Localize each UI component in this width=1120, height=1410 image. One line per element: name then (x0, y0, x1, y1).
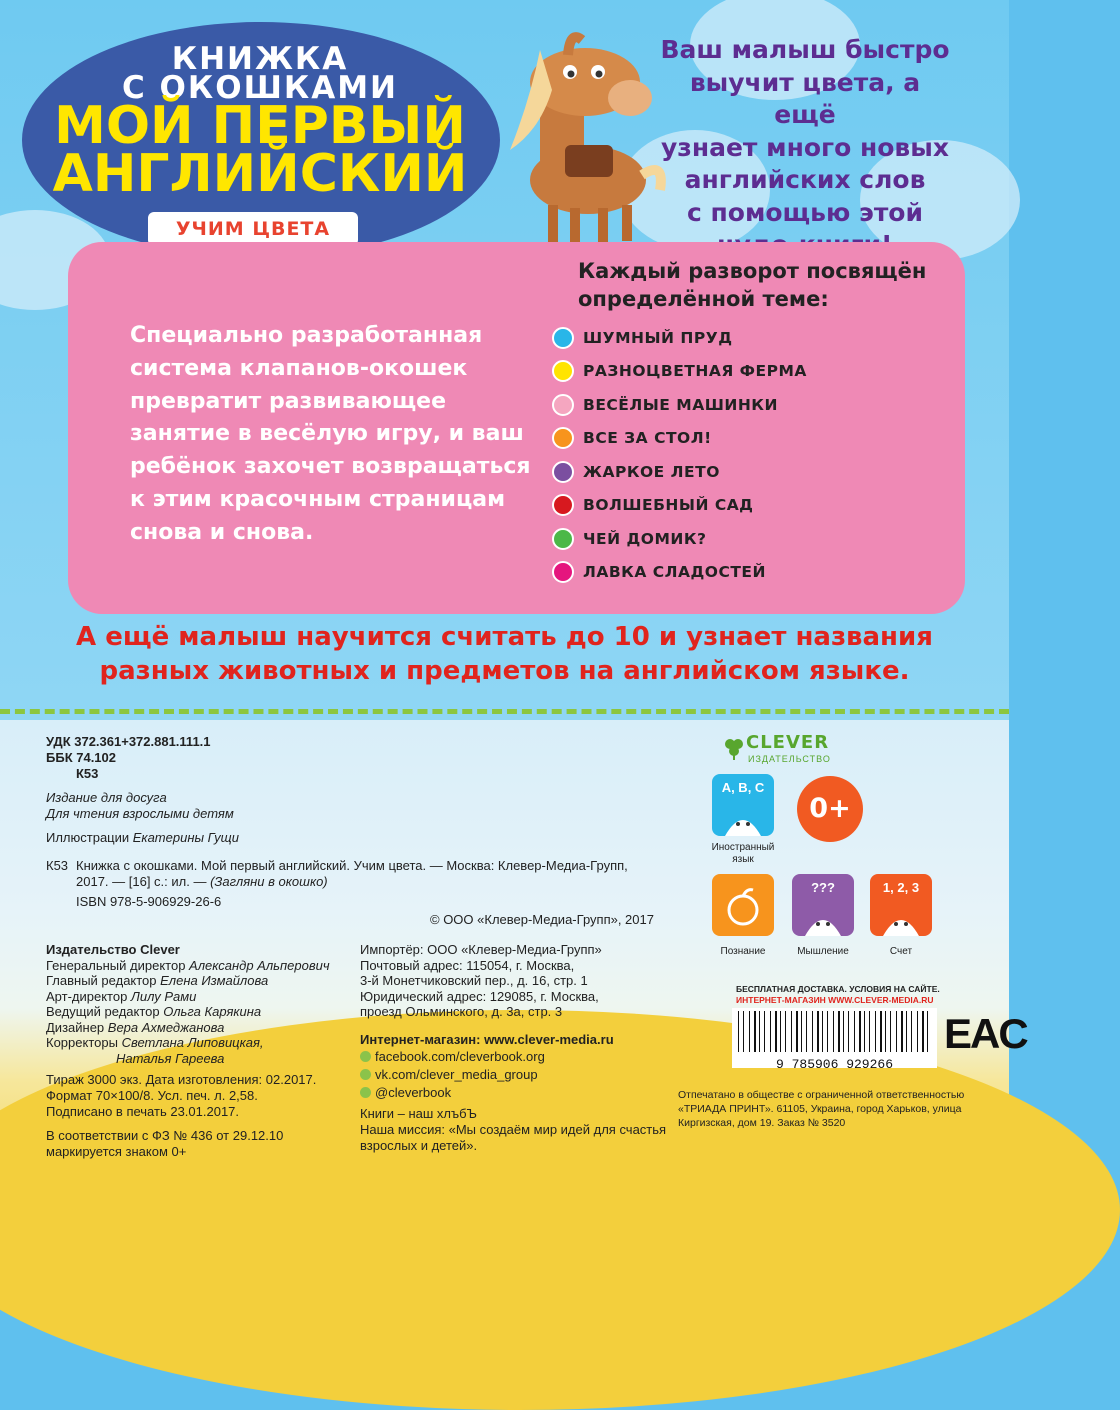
social-label: vk.com/clever_media_group (375, 1067, 538, 1082)
ref-series: (Загляни в окошко) (210, 874, 328, 889)
topics-heading-line: определённой теме: (578, 287, 829, 311)
topic-item (552, 493, 754, 517)
topic-label: ВЕСЁЛЫЕ МАШИНКИ (583, 396, 778, 414)
mission-line: взрослых и детей». (360, 1138, 478, 1153)
child-face-icon (803, 900, 843, 936)
mission (360, 1106, 666, 1154)
barcode-bar (754, 1011, 756, 1052)
intro-line: Ваш малыш быстро (660, 35, 950, 64)
importer-line: 3-й Монетчиковский пер., д. 16, стр. 1 (360, 973, 588, 988)
publisher-logo: CLEVER (746, 732, 830, 753)
publisher-name: Издательство Clever (46, 942, 180, 957)
topic-item (552, 527, 707, 551)
staff-role: Дизайнер (46, 1019, 108, 1035)
description-line: превратит развивающее (130, 388, 446, 414)
topic-label: ЖАРКОЕ ЛЕТО (583, 463, 720, 481)
intro-line: английских слов (684, 165, 926, 194)
social-links (360, 1048, 545, 1102)
age-rating: 0+ (797, 776, 863, 842)
ref-text: Книжка с окошками. Мой первый английский. Учим цвета. — Москва: Клевер-Медиа-Групп, (76, 858, 628, 873)
barcode-bar (759, 1011, 760, 1052)
print-info (46, 1072, 316, 1120)
topic-dot-icon (552, 394, 574, 416)
description-line: ребёнок захочет возвращаться (130, 454, 531, 480)
staff-name: Александр Альперович (189, 957, 330, 973)
skill-caption: Мышление (797, 946, 849, 957)
staff-role: Арт-директор (46, 988, 131, 1004)
barcode-bar (901, 1011, 903, 1052)
subtitle-badge: УЧИМ ЦВЕТА (148, 212, 358, 246)
barcode-bar (927, 1011, 928, 1052)
skill-counting-icon (870, 874, 932, 936)
skill-caption: Счет (889, 946, 913, 957)
social-label: facebook.com/cleverbook.org (375, 1049, 545, 1064)
barcode-bar (869, 1011, 870, 1052)
importer-line: Почтовый адрес: 115054, г. Москва, (360, 957, 575, 973)
staff-role: Главный редактор (46, 973, 161, 988)
description-line: занятие в весёлую игру, и ваш (130, 421, 524, 447)
importer-line: Импортёр: ООО «Клевер-Медиа-Групп» (360, 942, 602, 957)
staff-name: Наталья Гареева (116, 1050, 225, 1066)
topics-heading (578, 257, 948, 313)
edition-line: Для чтения взрослыми детям (46, 806, 234, 821)
barcode-bar (848, 1011, 849, 1052)
barcode-bar (738, 1011, 739, 1052)
barcode-bar (775, 1011, 777, 1052)
skill-caption-line: Иностранный (711, 842, 775, 853)
topic-label: ШУМНЫЙ ПРУД (583, 329, 733, 347)
clover-logo-icon (722, 736, 746, 760)
staff-role: Корректоры (46, 1035, 122, 1050)
bbk-code: ББК 74.102 (46, 750, 116, 765)
barcode-bar (817, 1011, 819, 1052)
staff-name: Вера Ахмеджанова (107, 1019, 225, 1035)
description-line: Специально разработанная (130, 323, 483, 348)
importer-info (360, 942, 602, 1020)
extra-text (0, 620, 1009, 688)
skill-caption: Познание (720, 946, 766, 957)
topic-item (552, 359, 807, 383)
barcode-bar (785, 1011, 786, 1052)
barcode-number: 9 785906 929266 (775, 1057, 894, 1072)
intro-line: узнает много новых (661, 132, 949, 162)
skill-thinking-icon (792, 874, 854, 936)
delivery-line: БЕСПЛАТНАЯ ДОСТАВКА. УСЛОВИЯ НА САЙТЕ. (736, 984, 940, 994)
barcode-bar (833, 1011, 834, 1052)
topic-dot-icon (552, 528, 574, 550)
staff-list (46, 942, 330, 1066)
skill-caption-line: язык (732, 854, 754, 865)
description-line: к этим красочным страницам (130, 486, 506, 512)
topic-dot-icon (552, 561, 574, 583)
title-line-3: МОЙ ПЕРВЫЙ (54, 96, 466, 156)
edition-info (46, 790, 234, 822)
barcode-bar (890, 1011, 891, 1052)
topic-dot-icon (552, 327, 574, 349)
barcode-bar (917, 1011, 918, 1052)
social-instagram[interactable] (360, 1084, 545, 1102)
topic-dot-icon (552, 461, 574, 483)
illustrator (46, 830, 239, 846)
skill-label: ??? (811, 880, 835, 895)
barcode-bar (780, 1011, 781, 1052)
barcode-bar (749, 1011, 750, 1052)
topics-heading-line: Каждый разворот посвящён (578, 259, 927, 283)
skill-cognition-icon (712, 874, 774, 936)
horse-illustration (470, 20, 670, 250)
barcode-bar (770, 1011, 771, 1052)
barcode-bar (801, 1011, 802, 1052)
barcode-bar (743, 1011, 744, 1052)
barcode-bar (875, 1011, 876, 1052)
biblio-reference (46, 858, 666, 890)
dashed-divider (0, 709, 1009, 714)
delivery-info (736, 984, 940, 1006)
print-info-line: Подписано в печать 23.01.2017. (46, 1104, 240, 1119)
skill-language-icon (712, 774, 774, 836)
topic-item (552, 393, 778, 417)
barcode-bar (922, 1011, 924, 1052)
printed-info (678, 1088, 964, 1130)
udk-code: УДК 372.361+372.881.111.1 (46, 734, 211, 749)
topic-item (552, 460, 720, 484)
topic-dot-icon (552, 360, 574, 382)
mission-line: Книги – наш хлъбЪ (360, 1106, 477, 1121)
child-face-icon (881, 900, 921, 936)
barcode-bar (896, 1011, 897, 1052)
topic-dot-icon (552, 427, 574, 449)
ref-code: К53 (46, 858, 69, 873)
importer-line: проезд Ольминского, д. 3а, стр. 3 (360, 1004, 563, 1019)
ref-text: 2017. — [16] с.: ил. — (76, 874, 211, 889)
barcode-bar (911, 1011, 912, 1052)
barcode-bar (764, 1011, 765, 1052)
topic-item (552, 560, 766, 584)
topic-item (552, 426, 712, 450)
skill-caption (700, 842, 786, 866)
staff-name: Лилу Рами (130, 988, 197, 1004)
printed-line: Киргизская, дом 19. Заказ № 3520 (678, 1117, 846, 1129)
intro-text (655, 34, 955, 262)
barcode-bar (880, 1011, 882, 1052)
title-line-4: АНГЛИЙСКИЙ (52, 144, 468, 204)
barcode-bar (843, 1011, 844, 1052)
topic-label: ВОЛШЕБНЫЙ САД (583, 496, 754, 514)
vk-icon (360, 1069, 371, 1080)
printed-line: Отпечатано в обществе с ограниченной ответственностью (678, 1089, 965, 1101)
topic-label: ВСЕ ЗА СТОЛ! (583, 429, 712, 447)
social-label: @cleverbook (375, 1085, 452, 1100)
apple-icon (725, 886, 761, 926)
intro-line: выучит цвета, а ещё (689, 67, 921, 129)
edition-line: Издание для досуга (46, 790, 167, 805)
barcode (732, 1008, 937, 1072)
barcode-bar (906, 1011, 907, 1052)
illustrator-prefix: Иллюстрации (46, 830, 133, 845)
barcode-bar (864, 1011, 865, 1052)
barcode-bar (854, 1011, 855, 1052)
staff-name: Светлана Липовицкая, (121, 1035, 264, 1050)
staff-role: Ведущий редактор (46, 1004, 164, 1019)
topic-label: ЛАВКА СЛАДОСТЕЙ (583, 563, 766, 581)
barcode-bar (796, 1011, 798, 1052)
barcode-bar (791, 1011, 792, 1052)
description-line: снова и снова. (130, 519, 314, 545)
title-line-2: С ОКОШКАМИ (121, 70, 398, 106)
shop-link[interactable]: Интернет-магазин: www.clever-media.ru (360, 1032, 614, 1047)
extra-line: разных животных и предметов на английском языке. (99, 656, 910, 686)
isbn: ISBN 978-5-906929-26-6 (76, 894, 222, 909)
printed-line: «ТРИАДА ПРИНТ». 61105, Украина, город Харьков, улица (678, 1103, 962, 1115)
law-line: В соответствии с ФЗ № 436 от 29.12.10 (46, 1128, 284, 1143)
instagram-icon (360, 1087, 371, 1098)
facebook-icon (360, 1051, 371, 1062)
illustrator-name: Екатерины Гущи (132, 830, 239, 845)
barcode-bar (838, 1011, 840, 1052)
copyright: © ООО «Клевер-Медиа-Групп», 2017 (430, 912, 654, 927)
barcode-bar (827, 1011, 828, 1052)
description-line: система клапанов-окошек (130, 355, 468, 381)
k53-code: К53 (76, 766, 99, 781)
intro-line: с помощью этой (686, 197, 924, 227)
publisher-logo-sub: ИЗДАТЕЛЬСТВО (748, 754, 831, 764)
importer-line: Юридический адрес: 129085, г. Москва, (360, 988, 599, 1004)
topic-dot-icon (552, 494, 574, 516)
topic-label: ЧЕЙ ДОМИК? (583, 530, 707, 548)
print-info-line: Тираж 3000 экз. Дата изготовления: 02.2017. (46, 1072, 317, 1087)
barcode-bar (806, 1011, 807, 1052)
topic-label: РАЗНОЦВЕТНАЯ ФЕРМА (583, 362, 807, 380)
barcode-bar (885, 1011, 886, 1052)
topic-item (552, 326, 733, 350)
staff-name: Ольга Карякина (163, 1004, 262, 1019)
print-info-line: Формат 70×100/8. Усл. печ. л. 2,58. (46, 1088, 258, 1103)
barcode-bar (812, 1011, 813, 1052)
skill-label: A, B, C (721, 780, 765, 795)
delivery-line: ИНТЕРНЕТ-МАГАЗИН WWW.CLEVER-MEDIA.RU (736, 995, 934, 1005)
social-facebook[interactable] (360, 1048, 545, 1066)
extra-line: А ещё малыш научится считать до 10 и узнает названия (76, 622, 933, 652)
biblio-codes (46, 734, 211, 782)
social-vk[interactable] (360, 1066, 545, 1084)
description-paragraph (130, 320, 550, 550)
child-face-icon (723, 800, 763, 836)
title-line-1: КНИЖКА (171, 41, 349, 77)
eac-mark: EAC (944, 1010, 1027, 1057)
barcode-bars-icon (732, 1008, 937, 1054)
barcode-bar (859, 1011, 861, 1052)
staff-role: Генеральный директор (46, 957, 190, 973)
skill-label: 1, 2, 3 (882, 880, 920, 895)
law-info (46, 1128, 283, 1160)
law-line: маркируется знаком 0+ (46, 1144, 187, 1159)
barcode-bar (822, 1011, 823, 1052)
mission-line: Наша миссия: «Мы создаём мир идей для счастья (360, 1122, 667, 1137)
staff-name: Елена Измайлова (160, 973, 269, 988)
